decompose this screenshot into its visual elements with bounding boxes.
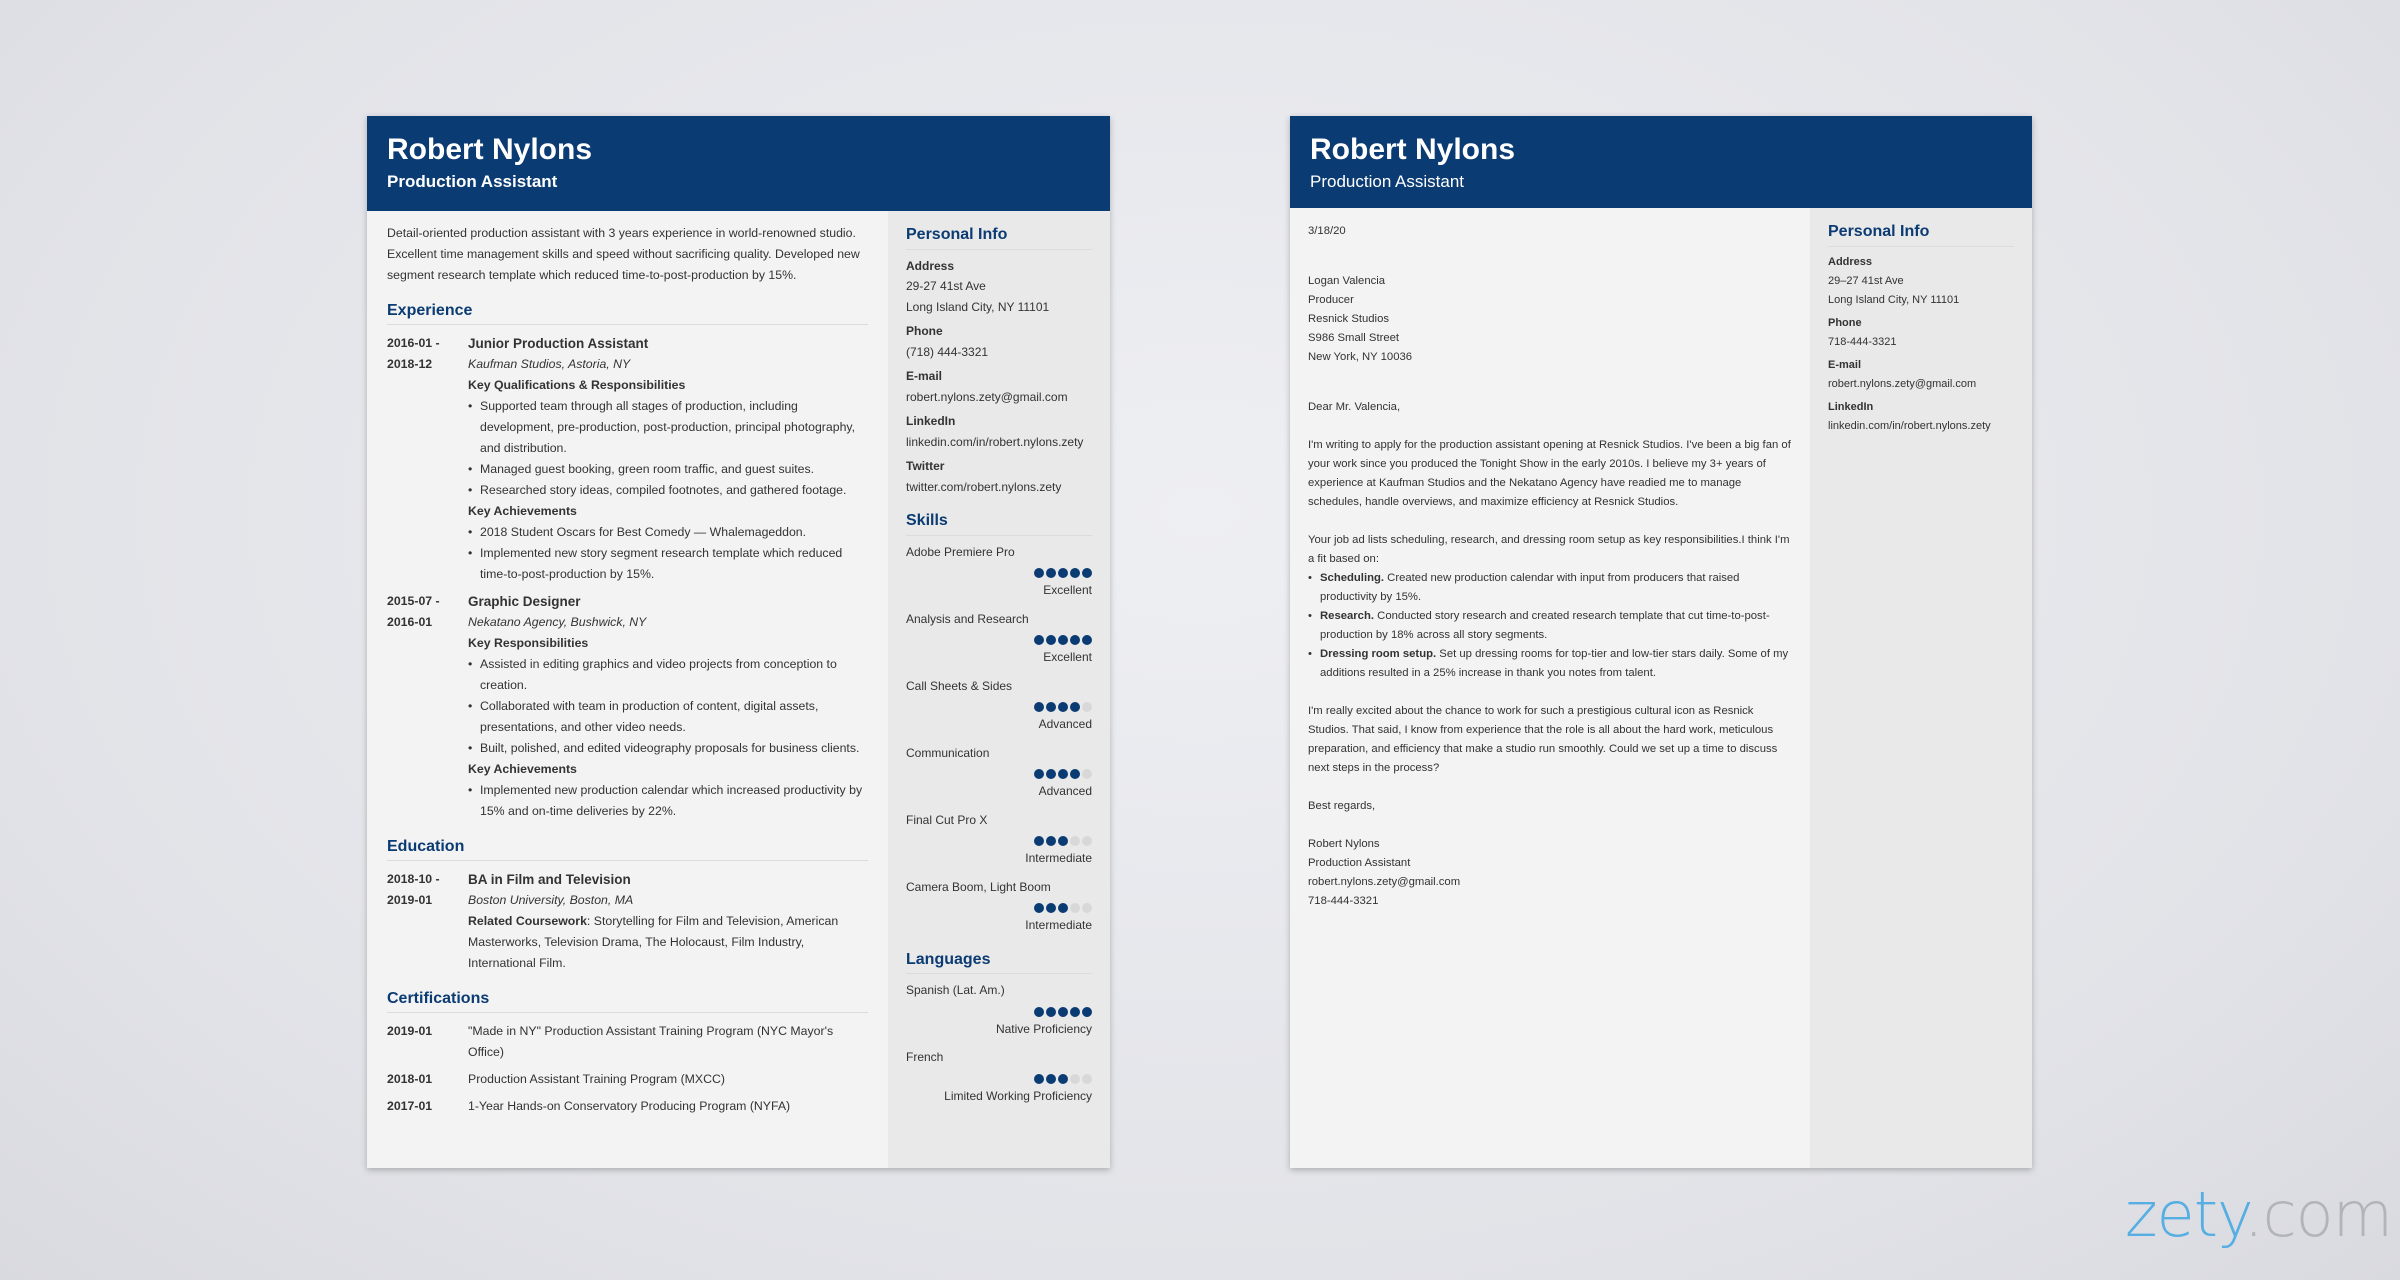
language-name: Spanish (Lat. Am.) <box>906 983 1005 997</box>
cert-date: 2019-01 <box>387 1024 433 1038</box>
rating-dot <box>1034 702 1044 712</box>
job-company: Nekatano Agency, Bushwick, NY <box>468 615 647 629</box>
recipient-line: Producer <box>1308 294 1354 306</box>
responsibilities-list <box>468 654 868 759</box>
rating-dot <box>1046 568 1056 578</box>
recipient-line: S986 Small Street <box>1308 332 1400 344</box>
achievements-list <box>468 780 868 822</box>
job-dates <box>387 333 468 585</box>
rating-dot <box>1034 568 1044 578</box>
job-date-start: 2015-07 - <box>387 594 440 608</box>
rating-dot <box>1058 903 1068 913</box>
paragraph-1: I'm writing to apply for the production assistant opening at Resnick Studios. I've been a big fan of your work since you produced the Tonight Show in the early 2010s. I believe my 3+ years of experience at Kaufman Studios and the Nekatano Agency have readied me to manage schedules, handle overviews, and maximize efficiency at Resnick Studios. <box>1308 439 1791 508</box>
rating-dot <box>1082 836 1092 846</box>
bullet-item: • Collaborated with team in production of content, digital assets, presentations, and other video needs. <box>468 696 868 738</box>
certification-row <box>387 1096 868 1117</box>
experience-heading: Experience <box>387 300 868 325</box>
job-dates <box>387 591 468 822</box>
rating-dot <box>1058 836 1068 846</box>
skill-level: Intermediate <box>1025 918 1092 932</box>
rating-dots <box>906 635 1092 647</box>
skill-item <box>906 877 1092 936</box>
info-label: LinkedIn <box>1828 400 1874 413</box>
resume-sidebar <box>888 211 1110 1168</box>
rating-dot <box>1058 1074 1068 1084</box>
certifications-list <box>387 1021 868 1117</box>
signature-block <box>1308 835 1792 911</box>
rating-dot <box>1082 769 1092 779</box>
letter-name: Robert Nylons <box>1310 133 1516 166</box>
degree: BA in Film and Television <box>468 872 631 887</box>
school: Boston University, Boston, MA <box>468 893 634 907</box>
rating-dot <box>1070 568 1080 578</box>
skill-level: Excellent <box>1043 650 1092 664</box>
resume-name: Robert Nylons <box>387 133 593 166</box>
info-value: (718) 444-3321 <box>906 344 989 359</box>
rating-dot <box>1082 702 1092 712</box>
recipient-line: Resnick Studios <box>1308 313 1389 325</box>
letter-sidebar <box>1810 208 2032 1168</box>
rating-dot <box>1058 702 1068 712</box>
recipient-line: Logan Valencia <box>1308 275 1386 287</box>
signature-line: Production Assistant <box>1308 857 1411 869</box>
skill-name: Communication <box>906 745 990 760</box>
rating-dots <box>906 702 1092 714</box>
signature-line: 718-444-3321 <box>1308 895 1379 907</box>
edu-date-end: 2019-01 <box>387 893 433 907</box>
rating-dot <box>1046 1074 1056 1084</box>
rating-dots <box>906 836 1092 848</box>
bullet-bold: Research. <box>1320 610 1375 622</box>
info-value: Long Island City, NY 11101 <box>906 299 1050 314</box>
bullet-item: • Managed guest booking, green room traffic, and guest suites. <box>468 459 868 480</box>
recipient-line: New York, NY 10036 <box>1308 351 1413 363</box>
bullet-item: • Implemented new production calendar which increased productivity by 15% and on-time deliveries by 22%. <box>468 780 868 822</box>
letter-title: Production Assistant <box>1310 172 1465 191</box>
rating-dot <box>1046 769 1056 779</box>
responsibilities-label: Key Responsibilities <box>468 636 589 650</box>
rating-dot <box>1046 635 1056 645</box>
skill-item <box>906 676 1092 735</box>
rating-dot <box>1046 702 1056 712</box>
rating-dot <box>1070 903 1080 913</box>
achievements-label: Key Achievements <box>468 504 577 518</box>
achievements-label: Key Achievements <box>468 762 577 776</box>
letter-bullet <box>1308 569 1792 607</box>
rating-dot <box>1034 1074 1044 1084</box>
info-label: LinkedIn <box>906 414 956 428</box>
job-title: Graphic Designer <box>468 594 581 609</box>
resume-header <box>367 116 1110 211</box>
rating-dot <box>1046 1007 1056 1017</box>
letter-bullet <box>1308 607 1792 645</box>
bullet-item: • 2018 Student Oscars for Best Comedy — Whalemageddon. <box>468 522 868 543</box>
language-level: Native Proficiency <box>995 1021 1092 1036</box>
bullet-text: Created new production calendar with input from producers that raised productivity by 15%. <box>1320 572 1740 603</box>
resume-page <box>367 116 1110 1168</box>
education-entry <box>387 869 868 974</box>
responsibilities-list <box>468 396 868 501</box>
rating-dot <box>1070 1007 1080 1017</box>
skill-name: Adobe Premiere Pro <box>906 544 1015 559</box>
cert-name: Production Assistant Training Program (MXCC) <box>468 1072 725 1086</box>
rating-dots <box>906 1007 1092 1019</box>
info-label: E-mail <box>906 369 943 383</box>
info-value: robert.nylons.zety@gmail.com <box>906 389 1068 404</box>
cert-date: 2018-01 <box>387 1072 433 1086</box>
edu-date-start: 2018-10 - <box>387 872 440 886</box>
rating-dot <box>1034 1007 1044 1017</box>
skill-level: Intermediate <box>1025 851 1092 865</box>
bullet-bold: Scheduling. <box>1320 572 1385 584</box>
skill-name: Camera Boom, Light Boom <box>906 879 1051 894</box>
job-title: Junior Production Assistant <box>468 336 649 351</box>
job-company: Kaufman Studios, Astoria, NY <box>468 357 631 371</box>
cert-name: "Made in NY" Production Assistant Training Program (NYC Mayor's Office) <box>468 1024 834 1059</box>
achievements-list <box>468 522 868 585</box>
rating-dot <box>1034 769 1044 779</box>
coursework-label: Related Coursework <box>468 914 587 928</box>
cover-letter-page <box>1290 116 2032 1168</box>
rating-dot <box>1082 1007 1092 1017</box>
language-item <box>906 1047 1092 1106</box>
recipient-block <box>1308 272 1792 367</box>
rating-dot <box>1070 635 1080 645</box>
job-date-start: 2016-01 - <box>387 336 440 350</box>
skill-name: Call Sheets & Sides <box>906 678 1013 693</box>
skill-name: Analysis and Research <box>906 611 1029 626</box>
skill-item <box>906 609 1092 668</box>
rating-dots <box>906 903 1092 915</box>
skill-item <box>906 542 1092 601</box>
personal-info-heading: Personal Info <box>906 225 1092 250</box>
skill-name: Final Cut Pro X <box>906 812 988 827</box>
bullet-item: • Researched story ideas, compiled footnotes, and gathered footage. <box>468 480 868 501</box>
bullet-item: • Supported team through all stages of production, including development, pre-production, post-production, principal photography, and distribution. <box>468 396 868 459</box>
rating-dot <box>1046 903 1056 913</box>
certification-row <box>387 1069 868 1090</box>
responsibilities-label: Key Qualifications & Responsibilities <box>468 378 686 392</box>
certifications-heading: Certifications <box>387 988 868 1013</box>
cert-name: 1-Year Hands-on Conservatory Producing Program (NYFA) <box>468 1099 791 1113</box>
bullet-text: Conducted story research and created research template that cut time-to-post-production by 18% across all story segments. <box>1320 610 1770 641</box>
info-value: twitter.com/robert.nylons.zety <box>906 479 1062 494</box>
coursework: : Storytelling for Film and Television, American Masterworks, Television Drama, The Holocaust, Film Industry, International Film. <box>468 914 839 970</box>
skill-item <box>906 743 1092 802</box>
letter-bullets <box>1308 569 1792 683</box>
paragraph-3: I'm really excited about the chance to work for such a prestigious cultural icon as Resnick Studios. That said, I know from experience that the role is all about the hard work, meticulous preparation, and efficiency that make a studio run smoothly. Could we set up a time to discuss next steps in the process? <box>1308 705 1778 774</box>
skill-level: Excellent <box>1043 583 1092 597</box>
signature-line: Robert Nylons <box>1308 838 1380 850</box>
info-value: 718-444-3321 <box>1828 335 1897 348</box>
summary: Detail-oriented production assistant with 3 years experience in world-renowned studio. Excellent time management skills and speed without sacrificing quality. Developed new segment research template which reduced time-to-post-production by 15%. <box>387 226 860 282</box>
bullet-text: Set up dressing rooms for top-tier and low-tier stars daily. Some of my additions resulted in a 25% increase in thank you notes from talent. <box>1320 648 1789 679</box>
logo-suffix: .com <box>2243 1178 2392 1251</box>
rating-dot <box>1082 1074 1092 1084</box>
job-details <box>468 591 868 822</box>
signature-line: robert.nylons.zety@gmail.com <box>1308 876 1461 888</box>
info-value: 29–27 41st Ave <box>1828 274 1904 287</box>
rating-dots <box>906 568 1092 580</box>
info-label: Phone <box>1828 316 1862 329</box>
rating-dots <box>906 769 1092 781</box>
rating-dot <box>1058 1007 1068 1017</box>
skills-heading: Skills <box>906 511 1092 536</box>
info-value: linkedin.com/in/robert.nylons.zety <box>906 434 1084 449</box>
language-level: Limited Working Proficiency <box>944 1088 1092 1103</box>
info-label: Address <box>906 258 955 273</box>
letter-bullet <box>1308 645 1792 683</box>
letter-body <box>1290 208 1810 1168</box>
rating-dot <box>1070 836 1080 846</box>
bullet-bold: Dressing room setup. <box>1320 648 1437 660</box>
rating-dot <box>1046 836 1056 846</box>
rating-dot <box>1034 635 1044 645</box>
rating-dots <box>906 1074 1092 1086</box>
letter-date: 3/18/20 <box>1308 225 1346 237</box>
rating-dot <box>1058 769 1068 779</box>
rating-dot <box>1070 1074 1080 1084</box>
info-label: E-mail <box>1828 358 1862 371</box>
skill-level: Advanced <box>1038 784 1092 798</box>
resume-title: Production Assistant <box>387 172 558 191</box>
rating-dot <box>1070 769 1080 779</box>
resume-main-column <box>367 211 888 1168</box>
rating-dot <box>1082 635 1092 645</box>
info-value: 29-27 41st Ave <box>906 279 986 293</box>
info-value: linkedin.com/in/robert.nylons.zety <box>1828 419 1991 432</box>
rating-dot <box>1058 568 1068 578</box>
zety-logo <box>2125 1178 2392 1251</box>
closing: Best regards, <box>1308 800 1376 812</box>
certification-row <box>387 1021 868 1063</box>
rating-dot <box>1034 836 1044 846</box>
greeting: Dear Mr. Valencia, <box>1308 401 1401 413</box>
rating-dot <box>1034 903 1044 913</box>
bullet-item: • Assisted in editing graphics and video projects from conception to creation. <box>468 654 868 696</box>
logo-main: zety <box>2125 1178 2244 1251</box>
info-label: Phone <box>906 324 943 338</box>
language-name: French <box>906 1050 944 1064</box>
info-value: Long Island City, NY 11101 <box>1828 293 1960 306</box>
info-label: Address <box>1828 255 1873 268</box>
job-entry <box>387 333 868 585</box>
paragraph-2: Your job ad lists scheduling, research, and dressing room setup as key responsibilities.I think I'm a fit based on: <box>1308 534 1790 565</box>
rating-dot <box>1082 568 1092 578</box>
personal-info-heading: Personal Info <box>1828 222 2014 247</box>
cert-date: 2017-01 <box>387 1099 433 1113</box>
languages-heading: Languages <box>906 950 1092 975</box>
skill-level: Advanced <box>1038 717 1092 731</box>
language-item <box>906 980 1092 1039</box>
rating-dot <box>1058 635 1068 645</box>
letter-header <box>1290 116 2032 208</box>
rating-dot <box>1082 903 1092 913</box>
job-details <box>468 333 868 585</box>
info-label: Twitter <box>906 459 945 473</box>
info-value: robert.nylons.zety@gmail.com <box>1828 377 1977 390</box>
education-heading: Education <box>387 836 868 861</box>
job-date-end: 2018-12 <box>387 357 433 371</box>
bullet-item: • Implemented new story segment research template which reduced time-to-post-production by 15%. <box>468 543 868 585</box>
skill-item <box>906 810 1092 869</box>
job-entry <box>387 591 868 822</box>
job-date-end: 2016-01 <box>387 615 433 629</box>
rating-dot <box>1070 702 1080 712</box>
bullet-item: • Built, polished, and edited videography proposals for business clients. <box>468 738 868 759</box>
experience-list <box>387 333 868 822</box>
